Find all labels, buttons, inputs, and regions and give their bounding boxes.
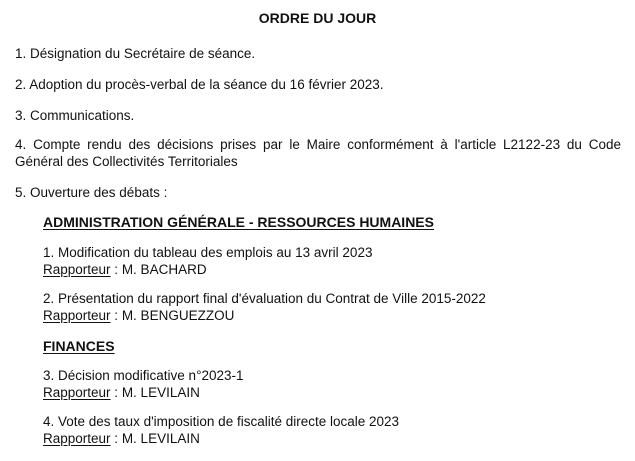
sub-item-text: 1. Modification du tableau des emplois au 13 avril 2023 (43, 245, 373, 260)
rapporteur-name: M. LEVILAIN (121, 385, 200, 400)
rapporteur-separator: : (110, 385, 122, 400)
agenda-item-2: 2. Adoption du procès-verbal de la séance du 16 février 2023. (15, 77, 384, 92)
rapporteur-separator: : (110, 308, 122, 323)
agenda-item-3: 3. Communications. (15, 108, 135, 123)
agenda-item-4: 4. Compte rendu des décisions prises par le Maire conformément à l'article L2122-23 du Code Général des Collectivités Territoriales (15, 137, 621, 169)
section-title-administration: ADMINISTRATION GÉNÉRALE - RESSOURCES HUMAINES (43, 214, 434, 230)
section-title-finances: FINANCES (43, 338, 115, 354)
agenda-item-1: 1. Désignation du Secrétaire de séance. (15, 46, 256, 61)
sub-item-text: 3. Décision modificative n°2023-1 (43, 368, 244, 383)
agenda-item-5: 5. Ouverture des débats : (15, 185, 168, 200)
rapporteur-line (43, 384, 200, 401)
rapporteur-name: M. BENGUEZZOU (121, 308, 235, 323)
rapporteur-line (43, 307, 234, 324)
rapporteur-line (43, 261, 207, 278)
rapporteur-separator: : (110, 431, 122, 446)
sub-item-text: 2. Présentation du rapport final d'évaluation du Contrat de Ville 2015-2022 (43, 291, 486, 306)
rapporteur-line (43, 430, 200, 447)
rapporteur-name: M. BACHARD (121, 262, 207, 277)
sub-item-text: 4. Vote des taux d'imposition de fiscalité directe locale 2023 (43, 414, 400, 429)
rapporteur-label: Rapporteur (43, 431, 111, 446)
rapporteur-name: M. LEVILAIN (121, 431, 200, 446)
document-title: ORDRE DU JOUR (258, 10, 377, 26)
rapporteur-label: Rapporteur (43, 262, 111, 277)
rapporteur-separator: : (110, 262, 122, 277)
rapporteur-label: Rapporteur (43, 308, 111, 323)
rapporteur-label: Rapporteur (43, 385, 111, 400)
